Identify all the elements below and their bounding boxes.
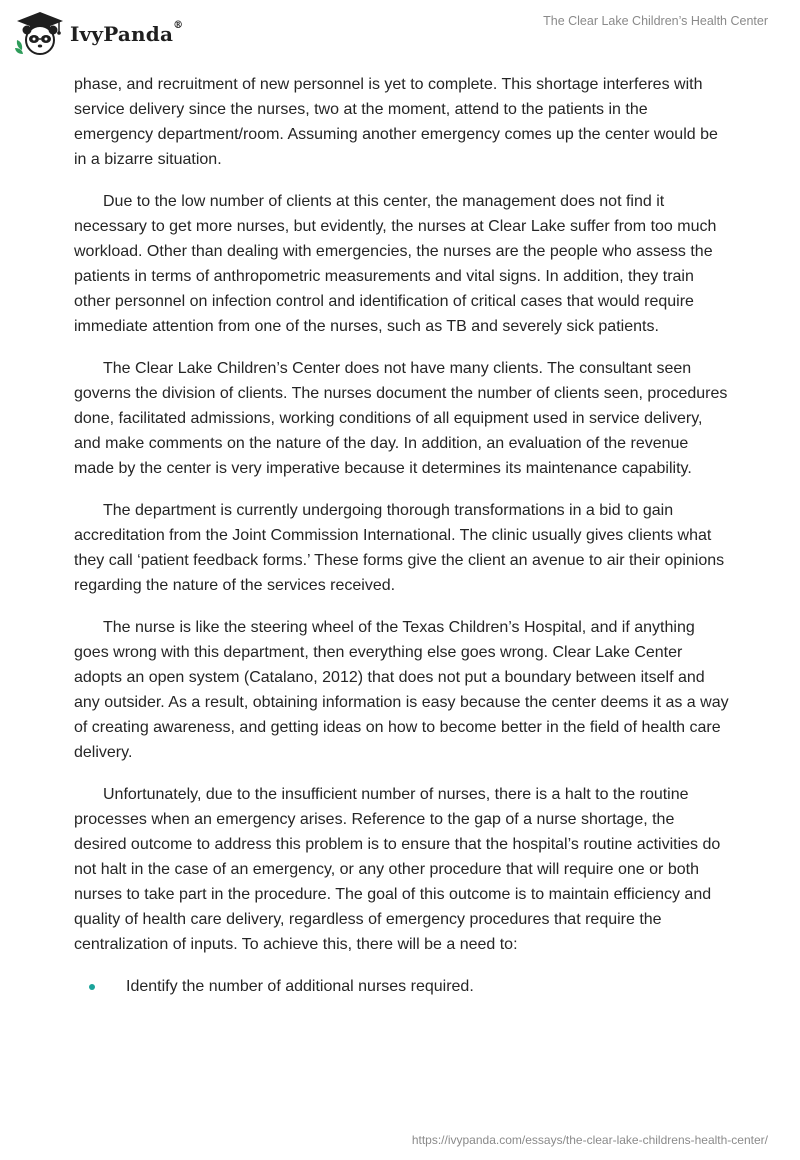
bullet-list xyxy=(74,974,730,999)
paragraph: Due to the low number of clients at this center, the management does not find it necessary to get more nurses, but evidently, the nurses at Clear Lake suffer from too much workload. Other than dealing with emergencies, the nurses are the people who assess the patients in terms of anthropometric measurements and vital signs. In addition, they train other personnel on infection control and identification of critical cases that would require immediate attention from one of the nurses, such as TB and severely sick patients. xyxy=(74,193,717,335)
running-title: The Clear Lake Children’s Health Center xyxy=(543,14,768,28)
list-item xyxy=(74,974,730,999)
paragraph: phase, and recruitment of new personnel is yet to complete. This shortage interferes with service delivery since the nurses, two at the moment, attend to the patients in the emergency department/room. Assuming another emergency comes up the center would be in a bizarre situation. xyxy=(74,76,718,168)
brand-name: IvyPanda® xyxy=(70,20,184,46)
paragraph: The nurse is like the steering wheel of the Texas Children’s Hospital, and if anything goes wrong with this department, then everything else goes wrong. Clear Lake Center adopts an open system (Catalano, 2012) that does not put a boundary between itself and any outsider. As a result, obtaining information is easy because the center deems it as a way of creating awareness, and getting ideas on how to become better in the field of health care delivery. xyxy=(74,619,729,761)
bullet-icon xyxy=(89,984,95,990)
page-header xyxy=(0,0,800,70)
paragraph: Unfortunately, due to the insufficient number of nurses, there is a halt to the routine processes when an emergency arises. Reference to the gap of a nurse shortage, the desired outcome to address this problem is to ensure that the hospital’s routine activities do not halt in the case of an emergency, or any other procedure that will require one or both nurses to take part in the procedure. The goal of this outcome is to maintain efficiency and quality of health care delivery, regardless of emergency procedures that require the centralization of inputs. To achieve this, there will be a need to: xyxy=(74,786,721,953)
list-item-text: Identify the number of additional nurses required. xyxy=(126,978,474,995)
source-url[interactable]: https://ivypanda.com/essays/the-clear-lake-childrens-health-center/ xyxy=(411,1133,768,1147)
paragraph: The department is currently undergoing thorough transformations in a bid to gain accreditation from the Joint Commission International. The clinic usually gives clients what they call ‘patient feedback forms.’ These forms give the client an avenue to air their opinions regarding the nature of the services received. xyxy=(74,502,725,594)
paragraph: The Clear Lake Children’s Center does not have many clients. The consultant seen governs the division of clients. The nurses document the number of clients seen, procedures done, facilitated admissions, working conditions of all equipment used in service delivery, and make comments on the nature of the day. In addition, an evaluation of the revenue made by the center is very imperative because it determines its maintenance capability. xyxy=(74,360,728,477)
ivypanda-logo[interactable] xyxy=(14,8,183,60)
panda-graduate-icon xyxy=(14,10,66,58)
essay-body xyxy=(74,70,730,999)
